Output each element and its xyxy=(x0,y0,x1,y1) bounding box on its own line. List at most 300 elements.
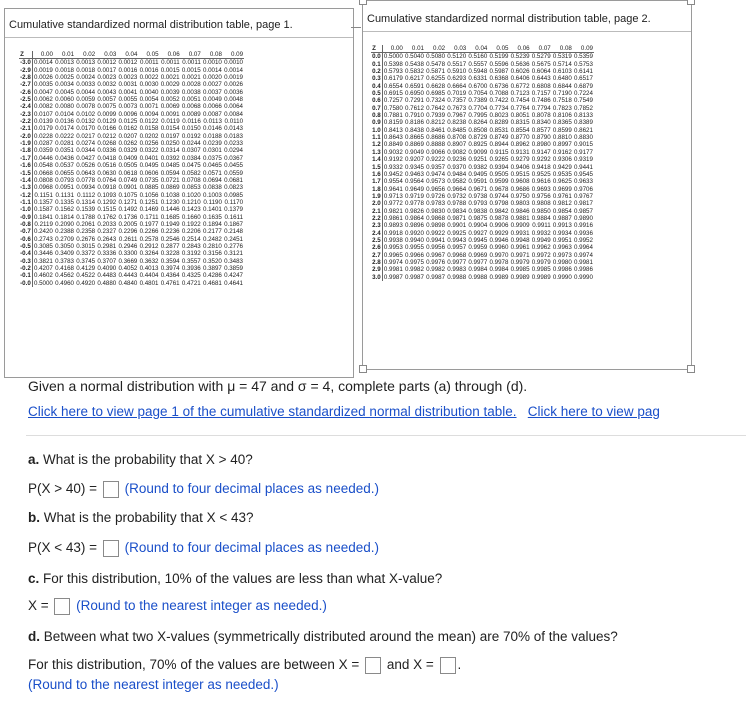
probability-cell: 0.4721 xyxy=(181,279,201,287)
probability-cell: 0.0087 xyxy=(202,110,222,118)
z-value-cell: -0.2 xyxy=(20,264,31,272)
probability-cell: 0.2090 xyxy=(55,220,75,228)
probability-cell: 0.9834 xyxy=(447,207,467,215)
probability-cell: 0.0110 xyxy=(224,118,244,126)
probability-cell: 0.0075 xyxy=(97,103,117,111)
z-value-cell: 0.6 xyxy=(372,97,381,105)
probability-cell: 0.3192 xyxy=(181,250,201,258)
probability-cell: 0.0021 xyxy=(160,74,180,82)
probability-cell: 0.9656 xyxy=(426,185,446,193)
probability-cell: 0.7357 xyxy=(447,97,467,105)
probability-cell: 0.0012 xyxy=(97,59,117,67)
probability-cell: 0.5000 xyxy=(383,53,403,61)
part-d-hint-row xyxy=(28,677,279,692)
view-page-1-link[interactable]: Click here to view page 1 of the cumulative standardized normal distribution table. xyxy=(28,404,517,419)
resize-handle[interactable] xyxy=(359,365,367,373)
table-row xyxy=(19,147,244,154)
probability-cell: 0.5160 xyxy=(468,53,488,61)
z-value-cell: 1.1 xyxy=(372,134,381,142)
probability-cell: 0.0207 xyxy=(118,132,138,140)
probability-cell: 0.9911 xyxy=(532,222,551,230)
probability-cell: 0.9015 xyxy=(574,141,593,149)
probability-cell: 0.0010 xyxy=(224,59,244,67)
z-value-cell: 0.3 xyxy=(372,75,381,83)
probability-cell: 0.9949 xyxy=(531,236,551,244)
probability-cell: 0.0359 xyxy=(33,147,53,155)
probability-cell: 0.7123 xyxy=(510,90,530,98)
probability-cell: 0.1492 xyxy=(118,206,138,214)
probability-cell: 0.0838 xyxy=(202,184,222,192)
probability-cell: 0.9452 xyxy=(383,170,403,178)
probability-cell: 0.0036 xyxy=(224,88,244,96)
probability-cell: 0.9989 xyxy=(531,273,551,281)
probability-cell: 0.9909 xyxy=(510,222,530,230)
probability-cell: 0.9988 xyxy=(468,273,488,281)
probability-cell: 0.9115 xyxy=(489,148,509,156)
probability-cell: 0.8599 xyxy=(552,126,572,134)
probability-cell: 0.1922 xyxy=(181,220,201,228)
resize-handle[interactable] xyxy=(359,0,367,5)
z-value-cell: -2.2 xyxy=(20,118,31,126)
probability-cell: 0.9744 xyxy=(489,192,509,200)
probability-cell: 0.3050 xyxy=(55,242,75,250)
probability-cell: 0.9987 xyxy=(383,273,403,281)
probability-cell: 0.5753 xyxy=(574,60,593,68)
column-header: 0.03 xyxy=(446,45,467,53)
probability-cell: 0.2033 xyxy=(97,220,117,228)
probability-cell: 0.0021 xyxy=(181,74,201,82)
probability-cell: 0.0091 xyxy=(160,110,180,118)
column-header: 0.05 xyxy=(138,51,159,59)
probability-cell: 0.8962 xyxy=(510,141,530,149)
probability-cell: 0.0217 xyxy=(76,132,96,140)
probability-cell: 0.9162 xyxy=(552,148,572,156)
probability-cell: 0.2177 xyxy=(202,228,222,236)
probability-cell: 0.8212 xyxy=(426,119,446,127)
z-value-cell: -2.8 xyxy=(20,74,31,82)
probability-cell: 0.8944 xyxy=(489,141,509,149)
table-row xyxy=(19,214,244,221)
probability-cell: 0.9973 xyxy=(552,251,572,259)
probability-cell: 0.3745 xyxy=(76,257,96,265)
probability-cell: 0.0089 xyxy=(181,110,201,118)
probability-cell: 0.0044 xyxy=(76,88,96,96)
probability-cell: 0.1292 xyxy=(97,198,117,206)
probability-cell: 0.9854 xyxy=(552,207,572,215)
table-row xyxy=(371,259,594,266)
z-value-cell: 2.7 xyxy=(372,251,381,259)
probability-cell: 0.5319 xyxy=(552,53,572,61)
probability-cell: 0.9906 xyxy=(489,222,509,230)
probability-cell: 0.7939 xyxy=(426,112,446,120)
probability-cell: 0.9783 xyxy=(426,200,446,208)
probability-cell: 0.7454 xyxy=(510,97,530,105)
probability-cell: 0.0119 xyxy=(161,118,180,126)
probability-cell: 0.0166 xyxy=(97,125,117,133)
probability-cell: 0.0869 xyxy=(160,184,180,192)
resize-handle[interactable] xyxy=(687,365,695,373)
table-row xyxy=(19,221,244,228)
table-header-row xyxy=(371,45,594,53)
column-header: 0.00 xyxy=(32,51,54,59)
probability-cell: 0.9236 xyxy=(447,156,467,164)
probability-cell: 0.9279 xyxy=(510,156,530,164)
probability-cell: 0.0057 xyxy=(97,96,117,104)
probability-cell: 0.0032 xyxy=(97,81,117,89)
probability-cell: 0.0013 xyxy=(55,59,75,67)
part-b-answer-input[interactable] xyxy=(103,540,119,557)
table-row xyxy=(371,53,594,61)
probability-cell: 0.3085 xyxy=(33,242,53,250)
probability-cell: 0.1446 xyxy=(160,206,180,214)
probability-cell: 0.0019 xyxy=(224,74,244,82)
probability-cell: 0.9319 xyxy=(574,156,593,164)
probability-cell: 0.2482 xyxy=(202,235,222,243)
z-value-cell: 2.2 xyxy=(372,214,381,222)
probability-cell: 0.0294 xyxy=(224,147,244,155)
probability-cell: 0.8577 xyxy=(531,126,551,134)
probability-cell: 0.0170 xyxy=(76,125,96,133)
probability-cell: 0.0307 xyxy=(181,147,201,155)
probability-cell: 0.9952 xyxy=(574,236,593,244)
probability-cell: 0.0618 xyxy=(118,169,138,177)
probability-cell: 0.9976 xyxy=(426,258,446,266)
probability-cell: 0.0054 xyxy=(139,96,159,104)
z-value-cell: 0.9 xyxy=(372,119,381,127)
probability-cell: 0.1112 xyxy=(77,191,96,199)
probability-cell: 0.9961 xyxy=(510,244,530,252)
probability-cell: 0.9793 xyxy=(468,200,488,208)
probability-cell: 0.8980 xyxy=(531,141,551,149)
z-value-cell: 2.6 xyxy=(372,244,381,252)
table-row xyxy=(371,83,594,90)
table-page-2-title: Cumulative standardized normal distribution table, page 2. xyxy=(367,13,651,25)
probability-cell: 0.1210 xyxy=(181,198,201,206)
probability-cell: 0.9896 xyxy=(405,222,424,230)
probability-cell: 0.8686 xyxy=(426,134,446,142)
z-value-cell: -0.3 xyxy=(20,257,31,265)
probability-cell: 0.9985 xyxy=(531,266,551,274)
probability-cell: 0.2981 xyxy=(97,242,117,250)
probability-cell: 0.0022 xyxy=(139,74,159,82)
probability-cell: 0.1251 xyxy=(139,198,159,206)
probability-cell: 0.9934 xyxy=(552,229,572,237)
probability-cell: 0.3264 xyxy=(139,250,159,258)
probability-cell: 0.9861 xyxy=(383,214,403,222)
probability-cell: 0.6179 xyxy=(383,75,403,83)
probability-cell: 0.5279 xyxy=(531,53,551,61)
probability-cell: 0.9960 xyxy=(489,244,509,252)
probability-cell: 0.9871 xyxy=(447,214,467,222)
z-value-cell: -3.0 xyxy=(20,59,31,67)
probability-cell: 0.0023 xyxy=(118,74,138,82)
probability-cell: 0.4207 xyxy=(33,264,53,272)
probability-cell: 0.0020 xyxy=(202,74,222,82)
z-value-cell: -1.8 xyxy=(20,147,31,155)
probability-cell: 0.6628 xyxy=(426,82,446,90)
table-row xyxy=(19,199,244,206)
probability-cell: 0.9946 xyxy=(489,236,509,244)
table-row xyxy=(19,170,244,177)
table-row xyxy=(371,127,594,134)
z-value-cell: 1.7 xyxy=(372,178,381,186)
probability-cell: 0.0064 xyxy=(224,103,244,111)
probability-cell: 0.0409 xyxy=(118,154,138,162)
probability-cell: 0.9808 xyxy=(531,200,551,208)
probability-cell: 0.0582 xyxy=(181,169,201,177)
probability-cell: 0.9554 xyxy=(383,178,403,186)
table-row xyxy=(19,125,244,132)
probability-cell: 0.9984 xyxy=(489,266,509,274)
probability-cell: 0.7881 xyxy=(383,112,403,120)
probability-cell: 0.9981 xyxy=(383,266,403,274)
probability-cell: 0.9901 xyxy=(447,222,467,230)
probability-cell: 0.9608 xyxy=(510,178,530,186)
probability-cell: 0.1711 xyxy=(140,213,159,221)
probability-cell: 0.5239 xyxy=(510,53,530,61)
probability-cell: 0.0038 xyxy=(181,88,201,96)
table-row xyxy=(19,162,244,169)
column-header: Z xyxy=(371,45,382,53)
probability-cell: 0.9966 xyxy=(405,251,424,259)
table-header-row xyxy=(19,51,244,59)
probability-cell: 0.0571 xyxy=(202,169,222,177)
z-value-cell: 0.4 xyxy=(372,82,381,90)
table-row xyxy=(371,208,594,215)
probability-cell: 0.5793 xyxy=(383,68,403,76)
z-value-cell: 1.4 xyxy=(372,156,381,164)
probability-cell: 0.0336 xyxy=(97,147,117,155)
probability-cell: 0.2743 xyxy=(33,235,53,243)
probability-cell: 0.5675 xyxy=(531,60,551,68)
part-c-hint: (Round to the nearest integer as needed.) xyxy=(76,598,327,614)
probability-cell: 0.0066 xyxy=(202,103,222,111)
probability-cell: 0.3228 xyxy=(160,250,180,258)
probability-cell: 0.9649 xyxy=(405,185,424,193)
z-value-cell: 1.6 xyxy=(372,170,381,178)
probability-cell: 0.0853 xyxy=(181,184,201,192)
table-row xyxy=(19,258,244,265)
probability-cell: 0.7054 xyxy=(468,90,488,98)
probability-cell: 0.0049 xyxy=(202,96,222,104)
probability-cell: 0.9463 xyxy=(405,170,424,178)
probability-cell: 0.2236 xyxy=(160,228,180,236)
probability-cell: 0.4483 xyxy=(97,272,117,280)
z-value-cell: 2.1 xyxy=(372,207,381,215)
probability-cell: 0.0139 xyxy=(33,118,53,126)
table-row xyxy=(19,140,244,147)
probability-cell: 0.9292 xyxy=(531,156,551,164)
probability-cell: 0.4761 xyxy=(160,279,180,287)
table-links xyxy=(28,404,744,419)
probability-cell: 0.0250 xyxy=(160,140,180,148)
probability-cell: 0.0080 xyxy=(55,103,75,111)
probability-cell: 0.5438 xyxy=(405,60,424,68)
probability-cell: 0.1131 xyxy=(55,191,75,199)
probability-cell: 0.1151 xyxy=(34,191,53,199)
probability-cell: 0.6517 xyxy=(574,75,593,83)
probability-cell: 0.0630 xyxy=(97,169,117,177)
probability-cell: 0.5636 xyxy=(510,60,530,68)
probability-cell: 0.0027 xyxy=(202,81,222,89)
probability-cell: 0.9131 xyxy=(510,148,530,156)
probability-cell: 0.9332 xyxy=(383,163,403,171)
probability-cell: 0.6331 xyxy=(468,75,488,83)
probability-cell: 0.2005 xyxy=(118,220,138,228)
probability-cell: 0.3783 xyxy=(55,257,75,265)
column-header: 0.08 xyxy=(202,51,223,59)
probability-cell: 0.7764 xyxy=(510,104,530,112)
probability-cell: 0.4522 xyxy=(76,272,96,280)
column-header: 0.07 xyxy=(531,45,552,53)
probability-cell: 0.6255 xyxy=(426,75,446,83)
probability-cell: 0.0643 xyxy=(76,169,96,177)
probability-cell: 0.1841 xyxy=(33,213,53,221)
probability-cell: 0.7422 xyxy=(489,97,509,105)
probability-cell: 0.1736 xyxy=(118,213,138,221)
probability-cell: 0.3936 xyxy=(181,264,201,272)
probability-cell: 0.9927 xyxy=(468,229,488,237)
probability-cell: 0.0721 xyxy=(160,176,180,184)
probability-cell: 0.7673 xyxy=(447,104,467,112)
probability-cell: 0.0934 xyxy=(76,184,96,192)
probability-cell: 0.2061 xyxy=(76,220,96,228)
probability-cell: 0.9484 xyxy=(447,170,467,178)
probability-cell: 0.7549 xyxy=(574,97,593,105)
probability-cell: 0.0162 xyxy=(118,125,138,133)
probability-cell: 0.9713 xyxy=(383,192,403,200)
z-value-cell: -2.0 xyxy=(20,132,31,140)
probability-cell: 0.9382 xyxy=(468,163,488,171)
probability-cell: 0.8810 xyxy=(552,134,572,142)
probability-cell: 0.1170 xyxy=(224,198,244,206)
probability-cell: 0.3015 xyxy=(76,242,96,250)
column-header: 0.08 xyxy=(552,45,573,53)
resize-handle[interactable] xyxy=(687,0,695,5)
z-value-cell: -0.4 xyxy=(20,250,31,258)
probability-cell: 0.1762 xyxy=(97,213,117,221)
table-row xyxy=(371,112,594,119)
z-table-page-1 xyxy=(19,51,244,287)
z-value-cell: 1.3 xyxy=(372,148,381,156)
column-header: 0.06 xyxy=(510,45,531,53)
probability-cell: 0.9983 xyxy=(447,266,467,274)
table-row xyxy=(19,74,244,81)
column-header: 0.03 xyxy=(96,51,117,59)
table-row xyxy=(371,237,594,244)
part-c-answer-input[interactable] xyxy=(54,598,70,615)
probability-cell: 0.8078 xyxy=(531,112,551,120)
probability-cell: 0.0051 xyxy=(181,96,201,104)
probability-cell: 0.0244 xyxy=(181,140,201,148)
probability-cell: 0.0179 xyxy=(33,125,53,133)
probability-cell: 0.0735 xyxy=(139,176,159,184)
probability-cell: 0.0068 xyxy=(181,103,201,111)
table-row xyxy=(19,89,244,96)
probability-cell: 0.1635 xyxy=(202,213,222,221)
table-row xyxy=(371,156,594,163)
probability-cell: 0.5714 xyxy=(552,60,572,68)
probability-cell: 0.8413 xyxy=(383,126,403,134)
probability-cell: 0.4920 xyxy=(76,279,96,287)
table-row xyxy=(19,184,244,191)
probability-cell: 0.5517 xyxy=(447,60,467,68)
z-value-cell: 1.5 xyxy=(372,163,381,171)
part-d-upper-input[interactable] xyxy=(440,657,456,674)
probability-cell: 0.4247 xyxy=(224,272,244,280)
z-value-cell: -1.6 xyxy=(20,162,31,170)
probability-cell: 0.7823 xyxy=(552,104,572,112)
table-row xyxy=(371,244,594,251)
probability-cell: 0.9956 xyxy=(426,244,446,252)
probability-cell: 0.9981 xyxy=(574,258,593,266)
probability-cell: 0.2358 xyxy=(76,228,96,236)
probability-cell: 0.0011 xyxy=(161,59,180,67)
probability-cell: 0.9918 xyxy=(383,229,403,237)
probability-cell: 0.3707 xyxy=(97,257,117,265)
probability-cell: 0.2546 xyxy=(160,235,180,243)
probability-cell: 0.1515 xyxy=(97,206,117,214)
probability-cell: 0.9515 xyxy=(510,170,530,178)
probability-cell: 0.0778 xyxy=(76,176,96,184)
probability-cell: 0.9925 xyxy=(447,229,467,237)
probability-cell: 0.9890 xyxy=(574,214,593,222)
probability-cell: 0.2451 xyxy=(224,235,244,243)
table-row xyxy=(371,200,594,207)
probability-cell: 0.6141 xyxy=(574,68,593,76)
view-page-2-link[interactable]: Click here to view pag xyxy=(527,404,660,419)
table-row xyxy=(19,250,244,257)
probability-cell: 0.8531 xyxy=(489,126,509,134)
probability-cell: 0.9761 xyxy=(552,192,572,200)
probability-cell: 0.0262 xyxy=(118,140,138,148)
part-a-label: a. xyxy=(28,452,40,467)
probability-cell: 0.9968 xyxy=(447,251,467,259)
probability-cell: 0.7257 xyxy=(383,97,403,105)
probability-cell: 0.0023 xyxy=(97,74,117,82)
probability-cell: 0.2611 xyxy=(118,235,138,243)
column-header: 0.02 xyxy=(75,51,96,59)
probability-cell: 0.0668 xyxy=(33,169,53,177)
probability-cell: 0.0901 xyxy=(118,184,138,192)
probability-cell: 0.0012 xyxy=(118,59,138,67)
probability-cell: 0.8554 xyxy=(510,126,530,134)
probability-cell: 0.9633 xyxy=(574,178,593,186)
part-b-lhs: P(X < 43) = xyxy=(28,540,98,556)
probability-cell: 0.9990 xyxy=(552,273,572,281)
probability-cell: 0.4602 xyxy=(33,272,53,280)
probability-cell: 0.0418 xyxy=(97,154,117,162)
part-d-lower-input[interactable] xyxy=(365,657,381,674)
probability-cell: 0.7019 xyxy=(447,90,467,98)
probability-cell: 0.0183 xyxy=(224,132,244,140)
part-a-hint: (Round to four decimal places as needed.) xyxy=(124,481,379,497)
z-value-cell: -1.5 xyxy=(20,169,31,177)
probability-cell: 0.0793 xyxy=(55,176,75,184)
probability-cell: 0.0505 xyxy=(118,162,138,170)
z-value-cell: -1.2 xyxy=(20,191,31,199)
probability-cell: 0.1075 xyxy=(118,191,138,199)
part-a-answer-input[interactable] xyxy=(103,481,119,498)
table-row xyxy=(371,171,594,178)
part-b-question xyxy=(28,510,254,525)
probability-cell: 0.0548 xyxy=(33,162,53,170)
table-row xyxy=(371,97,594,104)
drag-handle[interactable] xyxy=(351,27,361,28)
table-row xyxy=(371,68,594,75)
problem-statement: Given a normal distribution with μ = 47 and σ = 4, complete parts (a) through (d). xyxy=(28,378,528,394)
probability-cell: 0.0099 xyxy=(97,110,117,118)
